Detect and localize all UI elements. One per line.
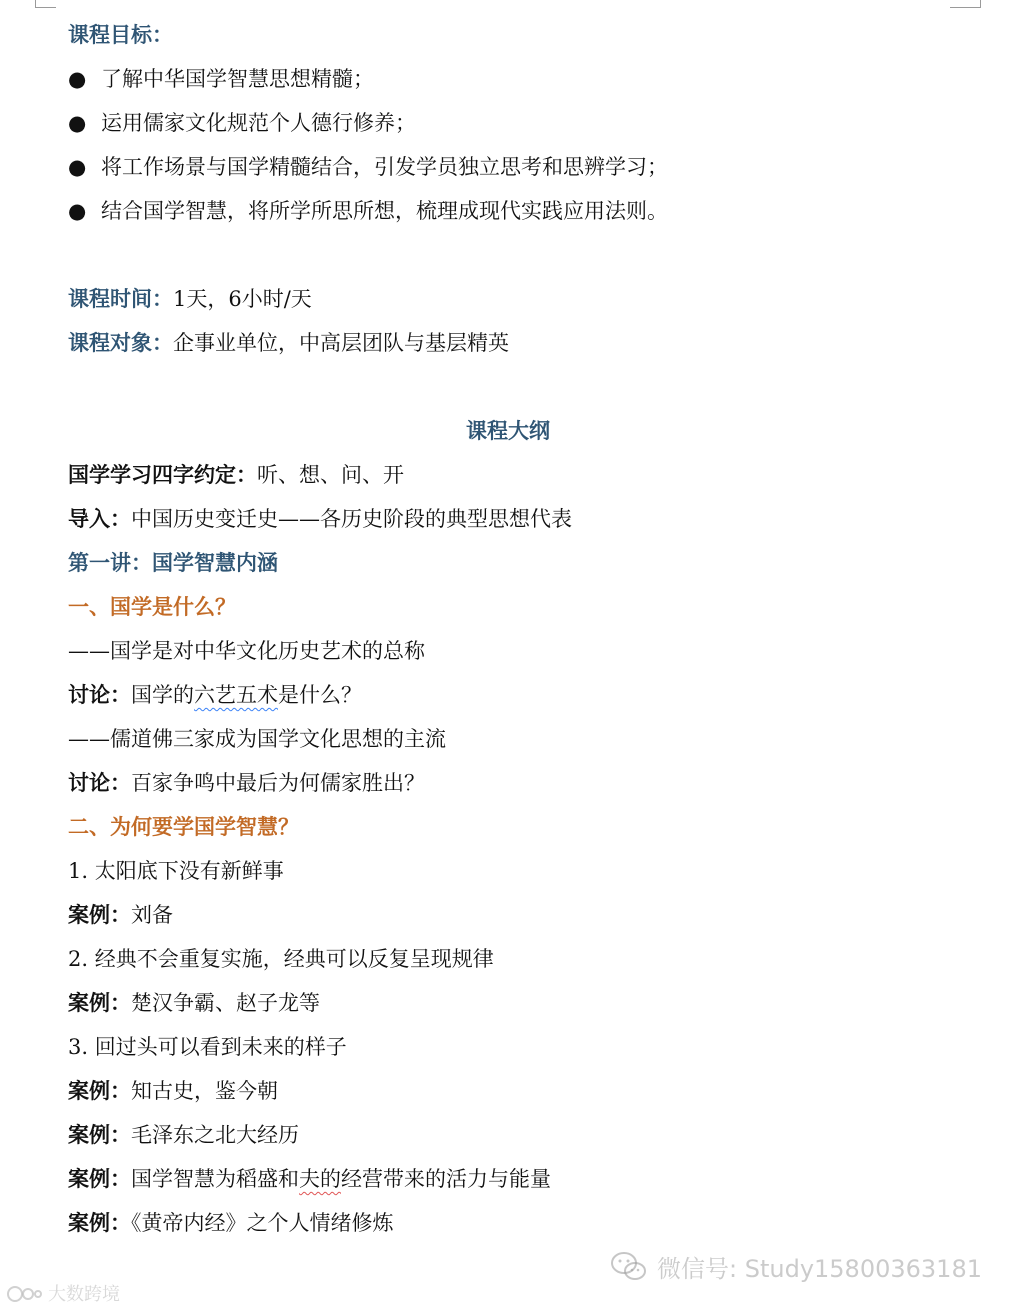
case-text: 《黄帝内经》之个人情绪修炼 [131,1211,394,1235]
intro-label: 导入： [68,506,131,531]
outline-title: 课程大纲 [466,418,550,443]
case-text: 刘备 [131,903,173,927]
course-audience [68,328,509,358]
case-label: 案例： [68,1210,131,1235]
bullet-icon: ● [68,67,87,91]
page-corner-mark-right [950,0,981,8]
course-time-label: 课程时间： [68,286,173,311]
introduction [68,504,572,534]
objective-text: 运用儒家文化规范个人德行修养； [101,111,416,135]
bullet-icon: ● [68,155,87,179]
discussion-two [68,768,425,798]
case-label: 案例： [68,1166,131,1191]
course-audience-label: 课程对象： [68,330,173,355]
case-label: 案例： [68,1078,131,1103]
case-item [68,1120,299,1150]
objective-text: 结合国学智慧，将所学所思所想，梳理成现代实践应用法则。 [101,199,668,223]
case-text: 楚汉争霸、赵子龙等 [131,991,320,1015]
objective-text: 将工作场景与国学精髓结合，引发学员独立思考和思辨学习； [101,155,668,179]
brand-logo-watermark [4,1280,120,1306]
objective-item [68,108,416,138]
agreement-label: 国学学习四字约定： [68,462,257,487]
learning-agreement [68,460,404,490]
case-item [68,1164,551,1194]
bullet-icon: ● [68,199,87,223]
page-corner-mark-left [35,0,56,8]
wechat-id-text: 微信号: Study15800363181 [657,1255,982,1283]
case-label: 案例： [68,990,131,1015]
discussion-one [68,680,362,710]
case-item [68,988,320,1018]
case-text: 经营带来的活力与能量 [341,1167,551,1191]
course-audience-value: 企事业单位，中高层团队与基层精英 [173,331,509,355]
spellcheck-flagged-text: 夫的 [299,1167,341,1191]
wechat-icon [609,1250,649,1284]
case-label: 案例： [68,902,131,927]
bullet-icon: ● [68,111,87,135]
course-time-value: 1天，6小时/天 [173,287,312,311]
case-text: 国学智慧为稻盛和 [131,1167,299,1191]
case-item [68,1208,394,1238]
objective-item [68,152,668,182]
section-one-heading: 一、国学是什么？ [68,594,236,619]
objective-item [68,64,374,94]
discussion-label: 讨论： [68,770,131,795]
spellcheck-flagged-text: 六艺五术 [194,683,278,707]
case-label: 案例： [68,1122,131,1147]
course-time [68,284,312,314]
intro-value: 中国历史变迁史——各历史阶段的典型思想代表 [131,507,572,531]
discussion-text: 国学的 [131,683,194,707]
agreement-value: 听、想、问、开 [257,463,404,487]
objective-text: 了解中华国学智慧思想精髓； [101,67,374,91]
case-item [68,900,173,930]
numbered-point: 2. 经典不会重复实施，经典可以反复呈现规律 [68,947,494,971]
section-one-line: ——国学是对中华文化历史艺术的总称 [68,639,425,663]
wechat-watermark [609,1249,982,1284]
discussion-text: 百家争鸣中最后为何儒家胜出？ [131,771,425,795]
case-item [68,1076,278,1106]
brand-logo-text: 大数跨境 [48,1284,120,1305]
objectives-title: 课程目标： [68,22,173,47]
discussion-label: 讨论： [68,682,131,707]
discussion-text: 是什么？ [278,683,362,707]
section-two-heading: 二、为何要学国学智慧？ [68,814,299,839]
brand-logo-icon [4,1280,44,1306]
lecture-one-title: 第一讲：国学智慧内涵 [68,550,278,575]
numbered-point: 3. 回过头可以看到未来的样子 [68,1035,347,1059]
objective-item [68,196,668,226]
section-one-line: ——儒道佛三家成为国学文化思想的主流 [68,727,446,751]
numbered-point: 1. 太阳底下没有新鲜事 [68,859,284,883]
case-text: 知古史，鉴今朝 [131,1079,278,1103]
case-text: 毛泽东之北大经历 [131,1123,299,1147]
